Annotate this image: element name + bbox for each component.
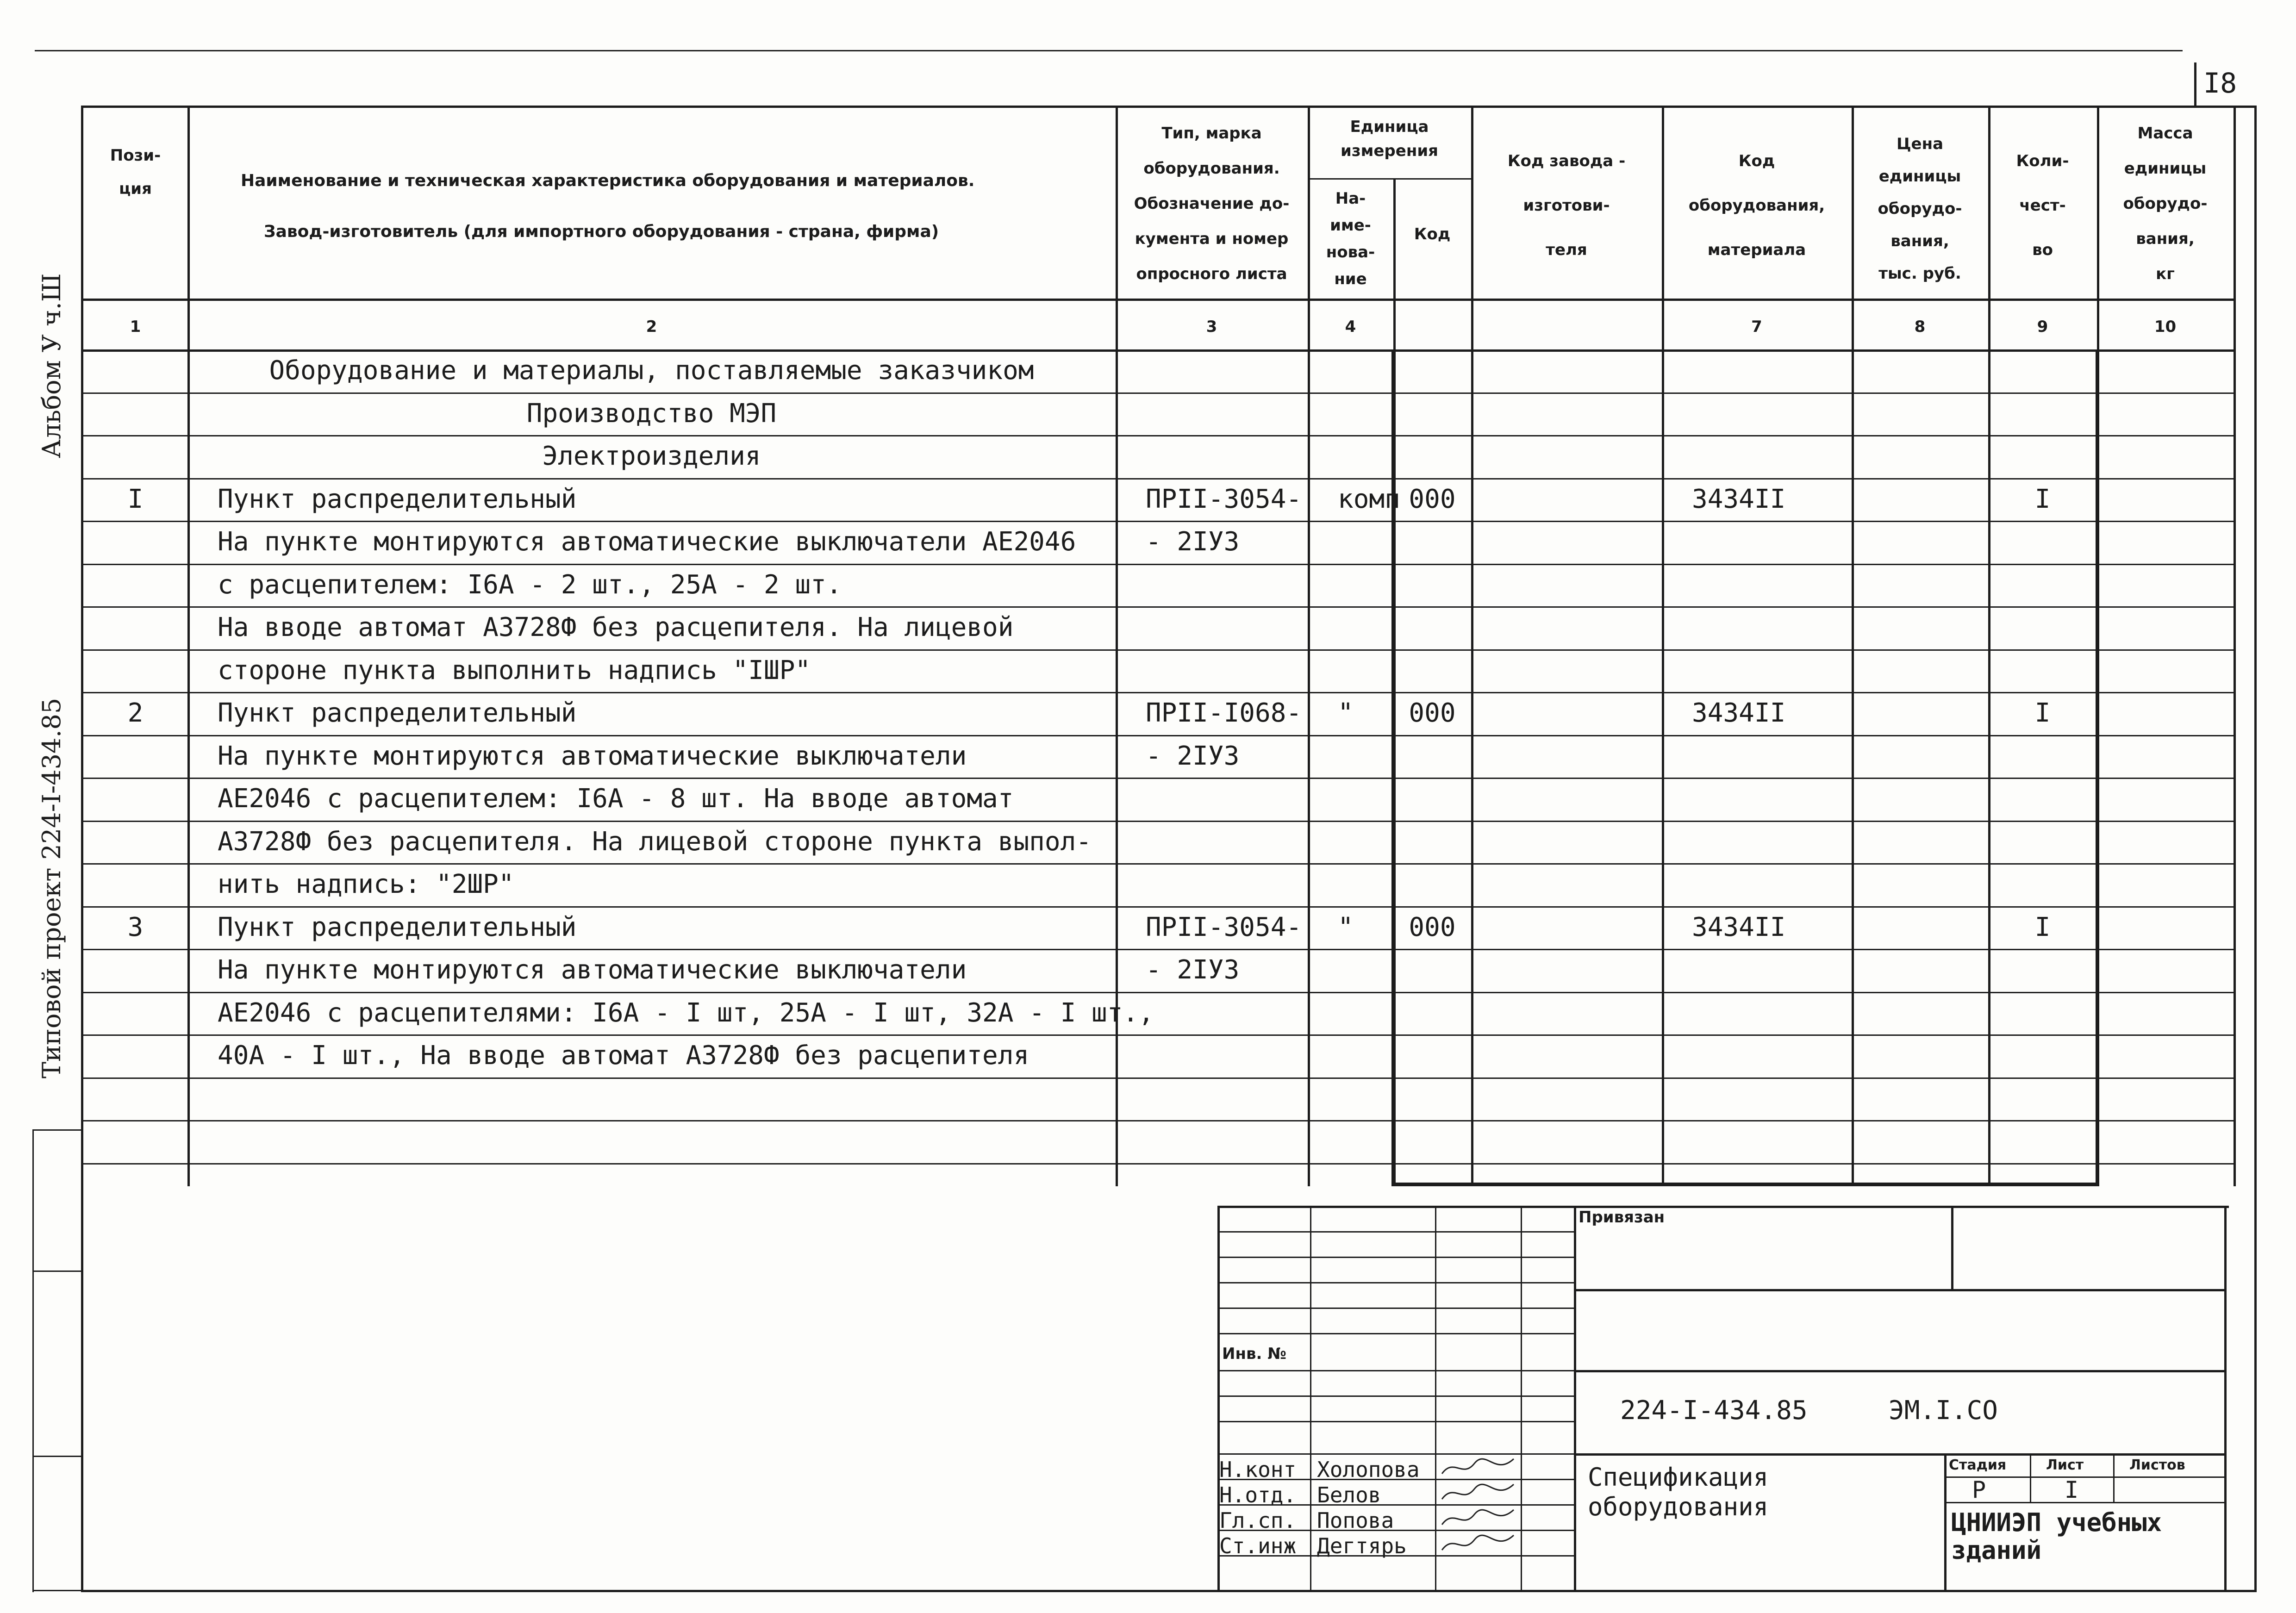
colnum-10: 10 — [2154, 318, 2177, 336]
unit-group-rule — [1308, 178, 1472, 180]
row-rule — [81, 1163, 2234, 1165]
cell-unit-code — [1393, 1034, 1471, 1077]
cell-position — [83, 821, 187, 863]
cell-material-code: 3434II — [1692, 484, 1786, 514]
cell-material-code — [1692, 1077, 1849, 1120]
cell-quantity — [1988, 392, 2097, 435]
cell-unit-name — [1338, 735, 1391, 778]
cell-section-heading: Оборудование и материалы, поставляемые заказчиком — [269, 355, 1034, 386]
cell-type: - 2IУЗ — [1146, 527, 1240, 557]
cell-material-code: 3434II — [1692, 912, 1786, 942]
col-rule-10 — [2234, 106, 2236, 1186]
hdr-maker-code: Код завода - изготови- теля — [1507, 152, 1626, 259]
hdr-position: Пози- ция — [110, 146, 161, 198]
tb-row-rule — [1217, 1370, 1574, 1371]
cell-material-code — [1692, 821, 1849, 863]
cell-position — [83, 435, 187, 478]
cell-unit-code — [1393, 821, 1471, 863]
cell-unit-name — [1338, 649, 1391, 692]
cell-unit-code — [1393, 1120, 1471, 1163]
tb-signature-name: Белов — [1317, 1482, 1381, 1507]
cell-name: Пункт распределительный — [218, 484, 577, 514]
cell-quantity — [1988, 735, 2097, 778]
binding-strip-div-2 — [32, 1456, 81, 1457]
hdr-price: Цена единицы оборудо- вания, тыс. руб. — [1878, 135, 1962, 283]
cell-unit-code — [1393, 435, 1471, 478]
cell-material-code — [1692, 521, 1849, 563]
cell-type — [1146, 564, 1305, 606]
cell-unit-code — [1393, 606, 1471, 649]
tb-attached-bottom — [1574, 1289, 2224, 1291]
tb-signature-name: Попова — [1317, 1508, 1394, 1533]
colnum-2: 2 — [646, 318, 657, 336]
handwritten-signature — [1440, 1506, 1518, 1532]
cell-material-code — [1692, 1120, 1849, 1163]
hdr-material-code: Код оборудования, материала — [1688, 152, 1825, 259]
tb-inv-label: Инв. № — [1222, 1345, 1287, 1363]
cell-type — [1146, 1034, 1305, 1077]
cell-position — [83, 564, 187, 606]
cell-quantity — [1988, 521, 2097, 563]
tb-stage-col-1 — [2030, 1453, 2031, 1502]
tb-doc-mark: ЭМ.I.СО — [1889, 1395, 1998, 1426]
tb-row-rule — [1217, 1395, 1574, 1397]
cell-unit-name — [1338, 863, 1391, 906]
hdr-type: Тип, марка оборудования. Обозначение до- кумента и номер опросного листа — [1134, 124, 1290, 283]
cell-quantity — [1988, 1034, 2097, 1077]
side-label-album: Альбом У ч.Ш — [37, 273, 66, 458]
cell-unit-name — [1338, 564, 1391, 606]
tb-top — [1217, 1206, 2229, 1208]
cell-unit-code — [1393, 564, 1471, 606]
header-bottom-rule — [81, 299, 2234, 301]
cell-name: А3728Ф без расцепителя. На лицевой стороне пункта выпол- — [218, 827, 1092, 857]
cell-name: На пункте монтируются автоматические выключатели — [218, 741, 967, 771]
cell-type: ПРII-3054- — [1146, 912, 1302, 942]
tb-sheet-value: I — [2065, 1476, 2079, 1503]
cell-position — [83, 949, 187, 991]
cell-unit-code — [1393, 1077, 1471, 1120]
cell-type — [1146, 778, 1305, 820]
cell-quantity — [1988, 435, 2097, 478]
tb-code-top — [1574, 1370, 2224, 1372]
hdr-quantity: Коли- чест- во — [2016, 152, 2069, 259]
cell-type — [1146, 1077, 1305, 1120]
cell-type — [1146, 349, 1305, 392]
tb-sig-col-3 — [1521, 1206, 1522, 1590]
cell-position — [83, 392, 187, 435]
cell-position — [83, 349, 187, 392]
tb-title: Спецификация оборудования — [1588, 1463, 1769, 1521]
cell-section-heading: Электроизделия — [542, 441, 761, 471]
cell-type — [1146, 392, 1305, 435]
cell-name: На вводе автомат А3728Ф без расцепителя. На лицевой — [218, 612, 1014, 642]
tb-stage-rule-1 — [1944, 1476, 2224, 1478]
tb-row-rule — [1217, 1308, 1574, 1309]
cell-quantity: I — [2034, 484, 2051, 514]
tb-signature-role: Н.отд. — [1219, 1482, 1297, 1507]
cell-unit-name — [1338, 1034, 1391, 1077]
cell-unit-name — [1338, 606, 1391, 649]
tb-title-divider — [1944, 1453, 1947, 1590]
cell-type: - 2IУЗ — [1146, 741, 1240, 771]
cell-type — [1146, 649, 1305, 692]
cell-material-code — [1692, 564, 1849, 606]
cell-material-code — [1692, 606, 1849, 649]
cell-type: - 2IУЗ — [1146, 955, 1240, 985]
cell-material-code — [1692, 863, 1849, 906]
cell-position — [83, 649, 187, 692]
colnum-9: 9 — [2037, 318, 2048, 336]
cell-quantity — [1988, 564, 2097, 606]
cell-quantity — [1988, 649, 2097, 692]
cell-quantity: I — [2034, 912, 2051, 942]
cell-type — [1146, 821, 1305, 863]
cell-unit-name — [1338, 992, 1391, 1034]
cell-position — [83, 992, 187, 1034]
frame-bottom — [81, 1590, 2257, 1592]
colnum-4: 4 — [1345, 318, 1356, 336]
cell-name: На пункте монтируются автоматические выключатели — [218, 955, 967, 985]
cell-unit-name: " — [1338, 698, 1354, 728]
cell-type — [1146, 863, 1305, 906]
cell-name: АЕ2046 с расцепителем: I6А - 8 шт. На вводе автомат — [218, 784, 1014, 814]
cell-material-code — [1692, 1034, 1849, 1077]
cell-unit-name: комп — [1338, 484, 1400, 514]
cell-name — [218, 1077, 1113, 1120]
tb-organization: ЦНИИЭП учебных зданий — [1951, 1508, 2162, 1565]
cell-type — [1146, 435, 1305, 478]
cell-section-heading: Производство МЭП — [526, 399, 777, 429]
frame-top — [81, 106, 2257, 108]
cell-quantity — [1988, 349, 2097, 392]
cell-position — [83, 521, 187, 563]
cell-quantity — [1988, 863, 2097, 906]
cell-name: с расцепителем: I6А - 2 шт., 25А - 2 шт. — [218, 570, 842, 600]
tb-signature-role: Ст.инж — [1219, 1533, 1297, 1558]
tb-signature-name: Холопова — [1317, 1457, 1420, 1482]
frame-right — [2254, 106, 2257, 1591]
tb-attached-label: Привязан — [1578, 1208, 1665, 1227]
cell-unit-name: " — [1338, 912, 1354, 942]
handwritten-signature — [1440, 1455, 1518, 1481]
tb-row-rule — [1217, 1257, 1574, 1258]
cell-position: I — [127, 484, 144, 514]
cell-unit-code: 000 — [1409, 484, 1456, 514]
cell-type: ПРII-I068- — [1146, 698, 1302, 728]
col-rule-1 — [187, 106, 190, 1186]
cell-unit-code: 000 — [1409, 698, 1456, 728]
cell-position — [83, 1077, 187, 1120]
cell-name: На пункте монтируются автоматические выключатели АЕ2046 — [218, 527, 1076, 557]
cell-unit-name — [1338, 949, 1391, 991]
binding-strip-left — [32, 1129, 34, 1592]
cell-type — [1146, 606, 1305, 649]
tb-right — [2224, 1206, 2227, 1590]
binding-strip-div-1 — [32, 1270, 81, 1272]
cell-unit-code — [1393, 778, 1471, 820]
cell-position — [83, 778, 187, 820]
cell-unit-code: 000 — [1409, 912, 1456, 942]
cell-type — [1146, 992, 1305, 1034]
cell-quantity — [1988, 606, 2097, 649]
cell-quantity — [1988, 1120, 2097, 1163]
handwritten-signature — [1440, 1532, 1518, 1557]
hdr-name: Наименование и техническая характеристика оборудования и материалов. Завод-изготовитель (для импортного оборудования - страна, фирма) — [241, 171, 975, 241]
cell-unit-code — [1393, 392, 1471, 435]
cell-position: 3 — [127, 912, 144, 942]
colnum-7: 7 — [1751, 318, 1762, 336]
colnum-8: 8 — [1914, 318, 1926, 336]
cell-material-code — [1692, 349, 1849, 392]
cell-position — [83, 735, 187, 778]
cell-type — [1146, 1120, 1305, 1163]
tb-row-rule — [1217, 1421, 1574, 1422]
tb-main-left — [1574, 1206, 1576, 1590]
cell-unit-name — [1338, 1120, 1391, 1163]
cell-unit-code — [1393, 735, 1471, 778]
block-bottom — [1391, 1183, 2099, 1186]
cell-unit-code — [1393, 649, 1471, 692]
cell-quantity — [1988, 1077, 2097, 1120]
cell-unit-name — [1338, 392, 1391, 435]
cell-position — [83, 1120, 187, 1163]
cell-name — [218, 1120, 1113, 1163]
cell-name: 40А - I шт., На вводе автомат А3728Ф без расцепителя — [218, 1040, 1029, 1071]
tb-doc-code: 224-I-434.85 — [1620, 1395, 1808, 1426]
tb-attached-divider — [1951, 1206, 1953, 1289]
hdr-unit-group: Единица измерения — [1341, 118, 1438, 160]
cell-unit-code — [1393, 863, 1471, 906]
cell-unit-code — [1393, 949, 1471, 991]
tb-stage-rule-2 — [1944, 1502, 2224, 1503]
hdr-mass: Масса единицы оборудо- вания, кг — [2123, 124, 2208, 283]
cell-quantity — [1988, 992, 2097, 1034]
cell-unit-name — [1338, 349, 1391, 392]
sheet-number-box-left — [2194, 62, 2196, 106]
tb-code-bottom — [1574, 1453, 2224, 1456]
binding-strip-top — [32, 1129, 81, 1131]
cell-position: 2 — [127, 698, 144, 728]
cell-type: ПРII-3054- — [1146, 484, 1302, 514]
cell-position — [83, 863, 187, 906]
cell-unit-code — [1393, 349, 1471, 392]
binding-strip-bottom — [32, 1590, 81, 1591]
cell-name: стороне пункта выполнить надпись "IШР" — [218, 655, 811, 685]
cell-position — [83, 1034, 187, 1077]
tb-sheet-label: Лист — [2046, 1457, 2084, 1473]
tb-row-rule — [1217, 1333, 1574, 1334]
tb-row-rule — [1217, 1282, 1574, 1283]
cell-material-code — [1692, 949, 1849, 991]
cell-unit-name — [1338, 821, 1391, 863]
cell-unit-name — [1338, 521, 1391, 563]
sheet-number: I8 — [2203, 67, 2237, 100]
tb-sig-col-2 — [1435, 1206, 1436, 1590]
cell-material-code — [1692, 992, 1849, 1034]
tb-sig-col-1 — [1310, 1206, 1311, 1590]
hdr-unit-code: Код — [1414, 225, 1451, 243]
cell-unit-name — [1338, 778, 1391, 820]
cell-unit-code — [1393, 521, 1471, 563]
colnum-1: 1 — [130, 318, 141, 336]
hdr-unit-name: На- име- нова- ние — [1326, 189, 1375, 288]
cell-unit-name — [1338, 1077, 1391, 1120]
tb-signature-role: Н.конт — [1219, 1457, 1297, 1482]
tb-row-rule — [1217, 1231, 1574, 1233]
tb-sheets-label: Листов — [2129, 1457, 2185, 1473]
cell-quantity — [1988, 778, 2097, 820]
cell-material-code — [1692, 392, 1849, 435]
tb-stage-label: Стадия — [1949, 1457, 2007, 1473]
cell-quantity — [1988, 821, 2097, 863]
tb-signature-name: Дегтярь — [1317, 1533, 1407, 1558]
tb-stage-value: Р — [1972, 1476, 1986, 1503]
tb-signature-role: Гл.сп. — [1219, 1508, 1297, 1533]
tb-row-rule — [1217, 1453, 1574, 1455]
cell-material-code — [1692, 435, 1849, 478]
cell-material-code: 3434II — [1692, 698, 1786, 728]
cell-quantity: I — [2034, 698, 2051, 728]
top-rule — [35, 50, 2183, 51]
cell-unit-code — [1393, 992, 1471, 1034]
tb-stage-col-2 — [2113, 1453, 2115, 1502]
cell-material-code — [1692, 649, 1849, 692]
colnum-3: 3 — [1206, 318, 1217, 336]
cell-name: нить надпись: "2ШР" — [218, 869, 514, 899]
cell-material-code — [1692, 735, 1849, 778]
handwritten-signature — [1440, 1481, 1518, 1506]
cell-unit-name — [1338, 435, 1391, 478]
cell-quantity — [1988, 949, 2097, 991]
cell-position — [83, 606, 187, 649]
cell-name: Пункт распределительный — [218, 912, 577, 942]
cell-name: АЕ2046 с расцепителями: I6А - I шт, 25А - I шт, 32А - I шт., — [218, 998, 1154, 1028]
cell-material-code — [1692, 778, 1849, 820]
cell-name: Пункт распределительный — [218, 698, 577, 728]
side-label-project: Типовой проект 224-I-434.85 — [37, 698, 66, 1078]
